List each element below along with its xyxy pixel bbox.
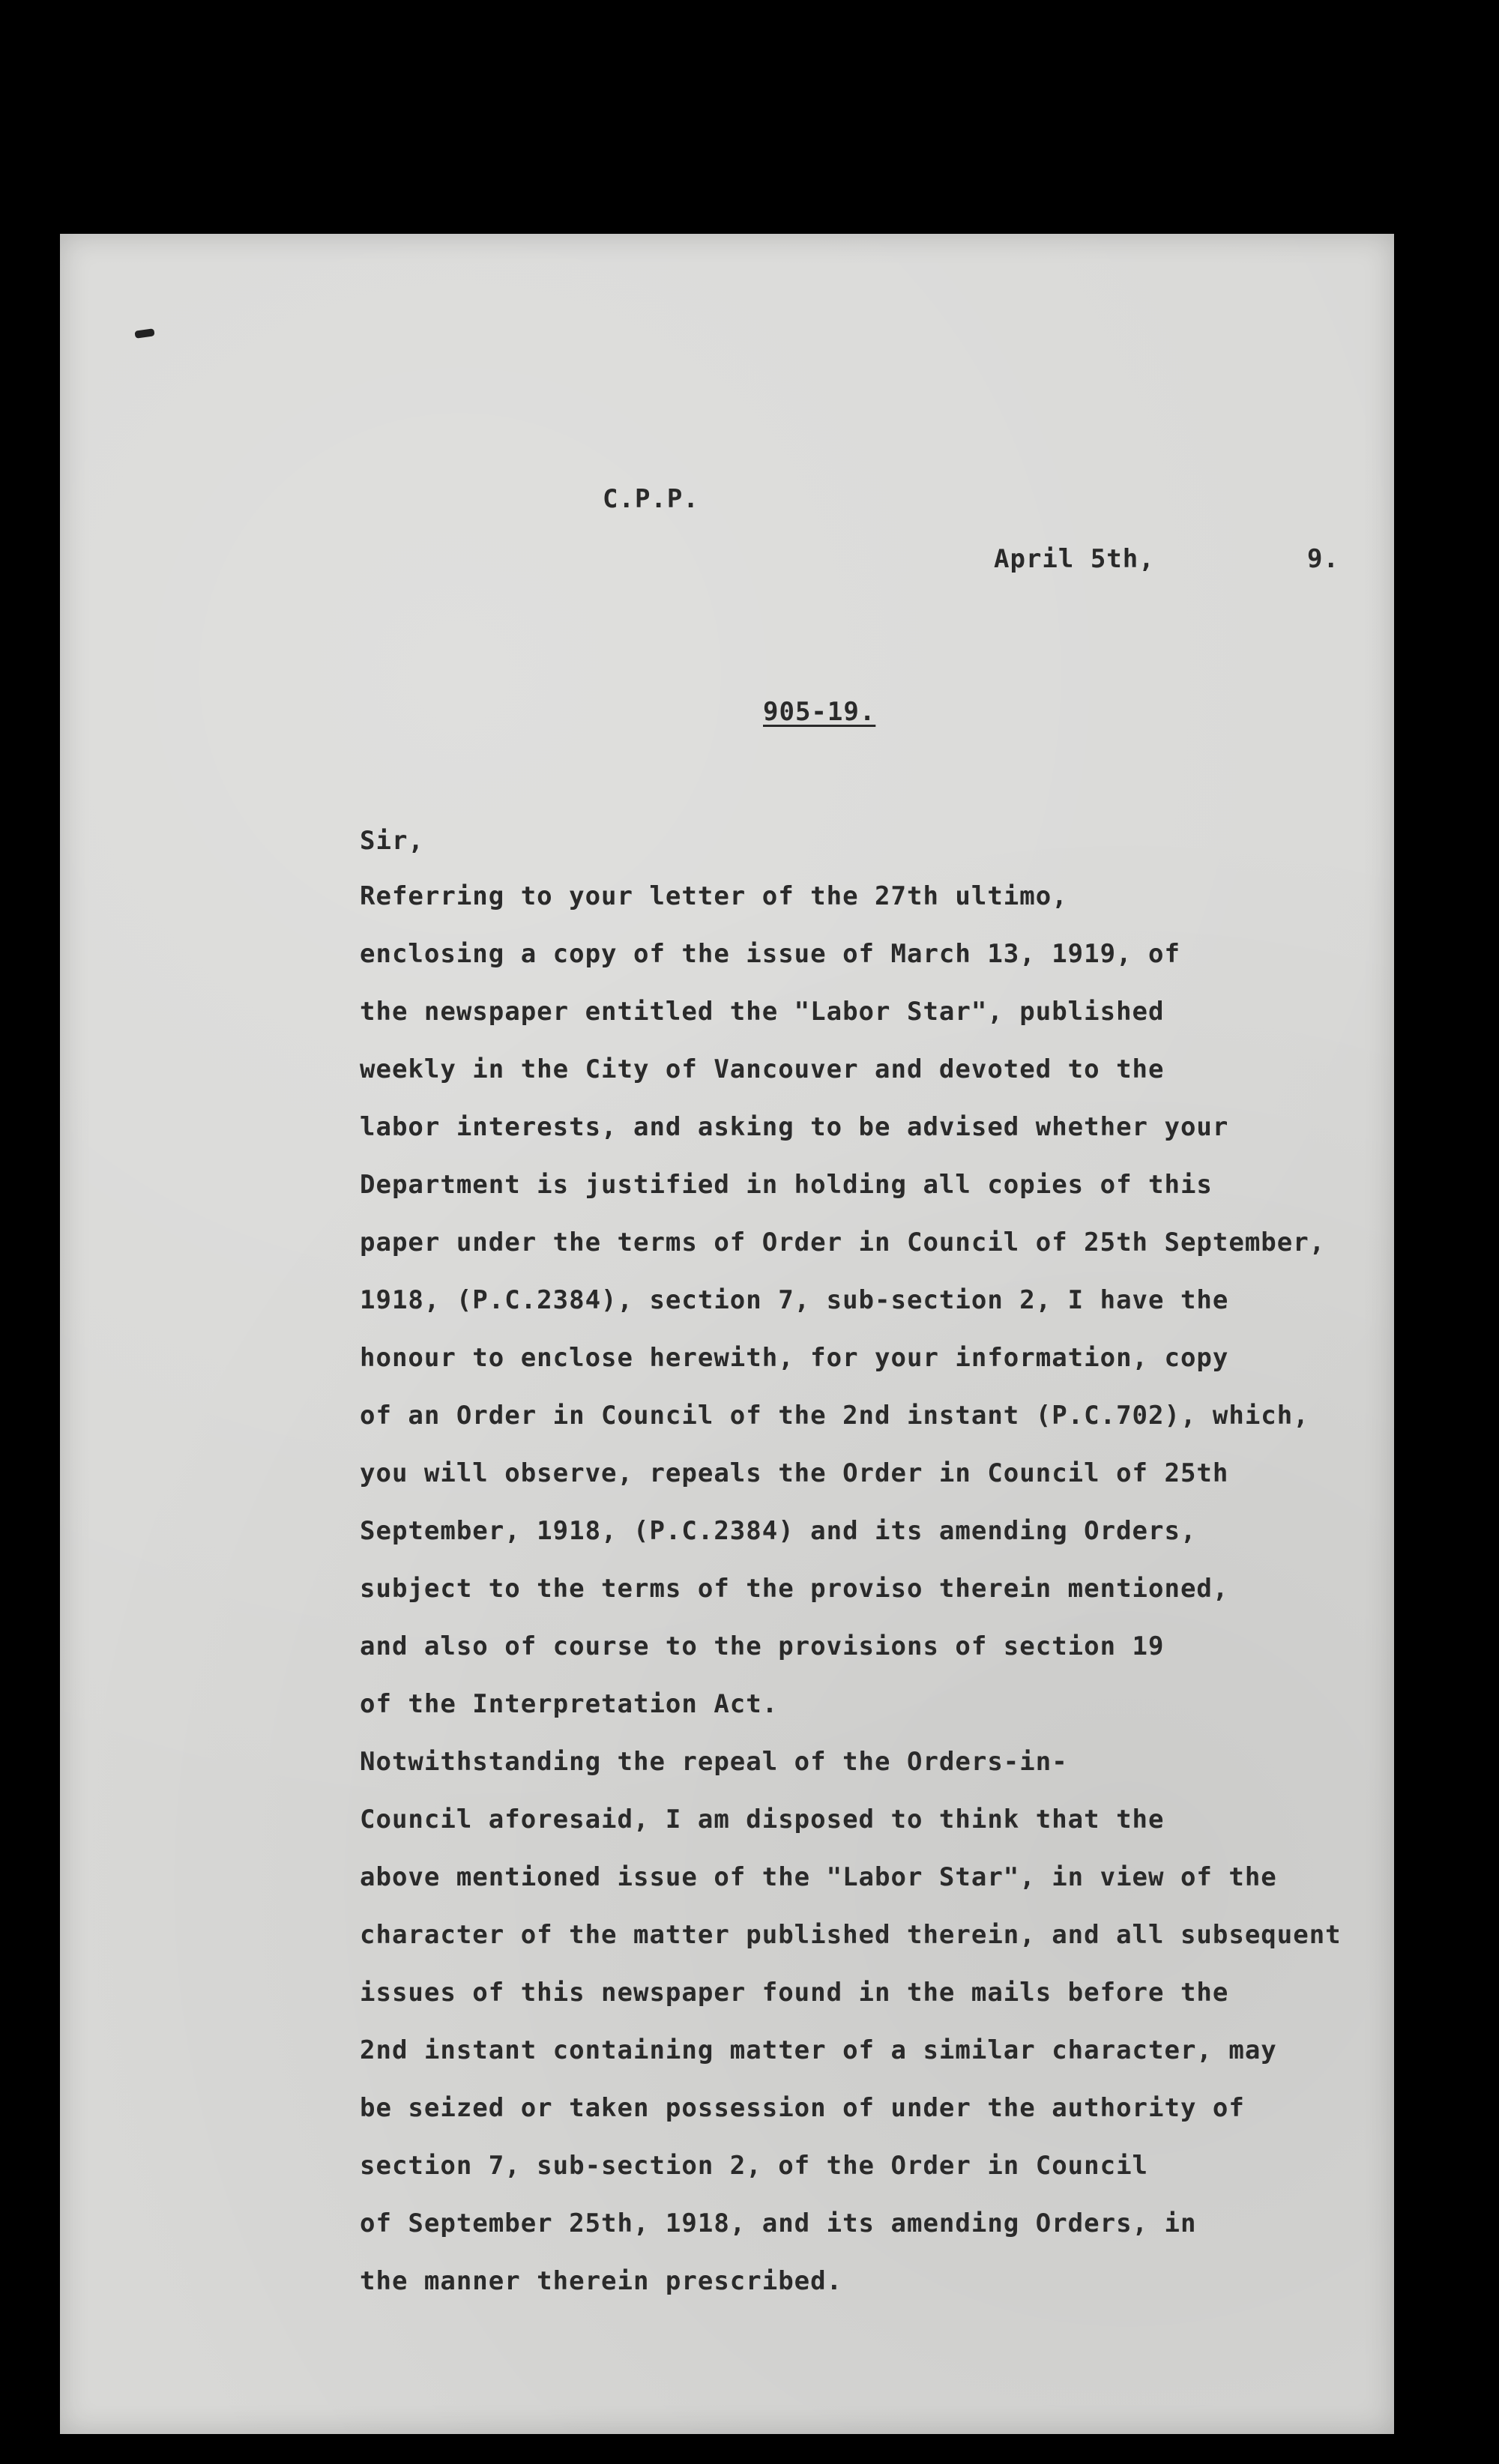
paragraph2-line: section 7, sub-section 2, of the Order in Council (360, 2151, 1149, 2181)
paragraph1-line: the newspaper entitled the "Labor Star", published (360, 997, 1165, 1027)
paragraph1-line: you will observe, repeals the Order in Council of 25th (360, 1458, 1229, 1488)
paragraph1-line: paper under the terms of Order in Council of 25th September, (360, 1228, 1326, 1257)
paragraph2-line: Notwithstanding the repeal of the Orders-in- (360, 1747, 1068, 1777)
paragraph1-line: of an Order in Council of the 2nd instant (P.C.702), which, (360, 1401, 1309, 1431)
paragraph1-line: 1918, (P.C.2384), section 7, sub-section 2, I have the (360, 1285, 1229, 1315)
ink-mark (134, 328, 154, 339)
paragraph1-line: weekly in the City of Vancouver and devoted to the (360, 1054, 1165, 1084)
header-code: C.P.P. (603, 484, 699, 514)
paragraph1-line: Referring to your letter of the 27th ultimo, (360, 881, 1068, 911)
paragraph2-line: Council aforesaid, I am disposed to think that the (360, 1805, 1165, 1835)
salutation: Sir, (360, 826, 424, 856)
paragraph2-line: issues of this newspaper found in the mails before the (360, 1978, 1229, 2008)
paragraph1-line: Department is justified in holding all copies of this (360, 1170, 1213, 1200)
paragraph1-line: of the Interpretation Act. (360, 1689, 779, 1719)
paragraph2-line: of September 25th, 1918, and its amending Orders, in (360, 2208, 1197, 2238)
paragraph1-line: September, 1918, (P.C.2384) and its amending Orders, (360, 1516, 1197, 1546)
paragraph2-line: above mentioned issue of the "Labor Star", in view of the (360, 1862, 1277, 1892)
file-number: 905-19. (763, 697, 876, 727)
paragraph2-line: 2nd instant containing matter of a similar character, may (360, 2035, 1277, 2065)
paragraph2-line: be seized or taken possession of under the authority of (360, 2093, 1245, 2123)
letter-sheet (60, 234, 1394, 2434)
paragraph1-line: labor interests, and asking to be advised whether your (360, 1112, 1229, 1142)
letter-year: 9. (1307, 544, 1339, 574)
paragraph1-line: and also of course to the provisions of section 19 (360, 1631, 1165, 1661)
paragraph1-line: subject to the terms of the proviso therein mentioned, (360, 1574, 1229, 1604)
paragraph1-line: enclosing a copy of the issue of March 13, 1919, of (360, 939, 1180, 969)
paragraph1-line: honour to enclose herewith, for your information, copy (360, 1343, 1229, 1373)
letter-date: April 5th, (994, 544, 1155, 574)
paragraph2-line: character of the matter published therein, and all subsequent (360, 1920, 1342, 1950)
paragraph2-line: the manner therein prescribed. (360, 2266, 843, 2296)
